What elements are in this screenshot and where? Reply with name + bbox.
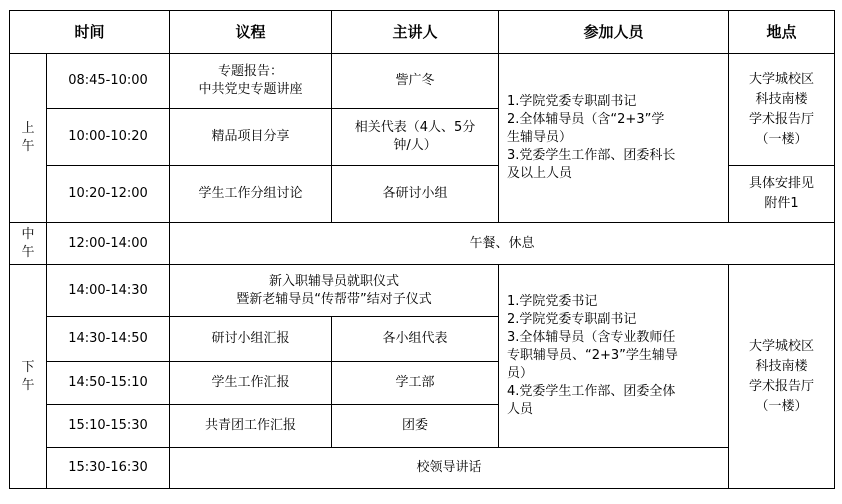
period-afternoon <box>10 265 47 489</box>
location-line: 具体安排见 <box>749 176 815 191</box>
period-char: 下 <box>21 359 35 375</box>
speaker-line: 钟/人） <box>393 138 437 153</box>
location-line: 科技南楼 <box>755 358 808 374</box>
time-cell: 14:30-14:50 <box>47 317 170 362</box>
period-char: 上 <box>21 121 35 136</box>
agenda-line: 中共党史专题讲座 <box>198 82 303 97</box>
agenda-cell <box>170 265 499 317</box>
location-line: 科技南楼 <box>755 91 808 107</box>
period-char: 中 <box>21 226 35 242</box>
location-line: 学术报告厅 <box>749 111 815 127</box>
location-line: （一楼） <box>755 398 808 414</box>
time-cell: 14:00-14:30 <box>47 265 170 317</box>
noon-activity: 午餐、休息 <box>170 223 835 265</box>
header-row <box>10 11 835 54</box>
time-cell: 10:20-12:00 <box>47 166 170 223</box>
attendees-afternoon <box>499 265 729 448</box>
period-morning <box>10 54 47 223</box>
time-cell: 15:10-15:30 <box>47 405 170 448</box>
agenda-line: 专题报告： <box>218 64 284 79</box>
attendee-line: 4.党委学生工作部、团委全体 <box>507 384 676 399</box>
attendee-line: 3.党委学生工作部、团委科长 <box>507 148 676 163</box>
schedule-table <box>9 10 835 489</box>
location-afternoon <box>729 265 835 489</box>
agenda-cell: 校领导讲话 <box>170 448 729 489</box>
speaker-cell: 訾广冬 <box>332 54 499 109</box>
attendees-morning <box>499 54 729 223</box>
header-agenda: 议程 <box>170 11 332 54</box>
attendee-line: 专职辅导员、“2+3”学生辅导 <box>507 348 678 363</box>
attendee-line: 人员 <box>507 402 534 417</box>
time-cell: 14:50-15:10 <box>47 362 170 405</box>
period-char: 午 <box>21 139 35 154</box>
agenda-cell: 精品项目分享 <box>170 109 332 166</box>
agenda-cell <box>170 54 332 109</box>
agenda-cell: 共青团工作汇报 <box>170 405 332 448</box>
attendee-line: 1.学院党委书记 <box>507 294 598 309</box>
location-line: 大学城校区 <box>749 338 815 354</box>
speaker-cell <box>332 109 499 166</box>
attendee-line: 及以上人员 <box>507 166 573 181</box>
period-char: 午 <box>21 377 35 393</box>
location-morning-2 <box>729 166 835 223</box>
header-speaker: 主讲人 <box>332 11 499 54</box>
header-time: 时间 <box>10 11 170 54</box>
location-line: 大学城校区 <box>749 71 815 87</box>
header-location: 地点 <box>729 11 835 54</box>
location-morning-1 <box>729 54 835 166</box>
speaker-cell: 各小组代表 <box>332 317 499 362</box>
time-cell: 10:00-10:20 <box>47 109 170 166</box>
attendee-line: 2.学院党委专职副书记 <box>507 312 637 327</box>
period-noon <box>10 223 47 265</box>
agenda-line: 新入职辅导员就职仪式 <box>269 273 400 289</box>
table-row <box>10 265 835 317</box>
speaker-cell: 学工部 <box>332 362 499 405</box>
attendee-line: 员） <box>507 366 534 381</box>
header-attendees: 参加人员 <box>499 11 729 54</box>
agenda-cell: 研讨小组汇报 <box>170 317 332 362</box>
time-cell: 12:00-14:00 <box>47 223 170 265</box>
table-row <box>10 448 835 489</box>
agenda-line: 暨新老辅导员“传帮带”结对子仪式 <box>236 291 432 307</box>
schedule-wrapper <box>9 10 835 489</box>
time-cell: 08:45-10:00 <box>47 54 170 109</box>
attendee-line: 2.全体辅导员（含“2+3”学 <box>507 112 665 127</box>
attendee-line: 生辅导员） <box>507 130 573 145</box>
period-char: 午 <box>21 244 35 260</box>
attendee-line: 1.学院党委专职副书记 <box>507 94 637 109</box>
table-row <box>10 54 835 109</box>
table-row <box>10 223 835 265</box>
location-line: 学术报告厅 <box>749 378 815 394</box>
agenda-cell: 学生工作分组讨论 <box>170 166 332 223</box>
attendee-line: 3.全体辅导员（含专业教师任 <box>507 330 676 345</box>
agenda-cell: 学生工作汇报 <box>170 362 332 405</box>
time-cell: 15:30-16:30 <box>47 448 170 489</box>
speaker-cell: 各研讨小组 <box>332 166 499 223</box>
speaker-cell: 团委 <box>332 405 499 448</box>
speaker-line: 相关代表（4人、5分 <box>354 120 476 135</box>
location-line: （一楼） <box>755 131 808 147</box>
location-line: 附件1 <box>764 196 799 211</box>
